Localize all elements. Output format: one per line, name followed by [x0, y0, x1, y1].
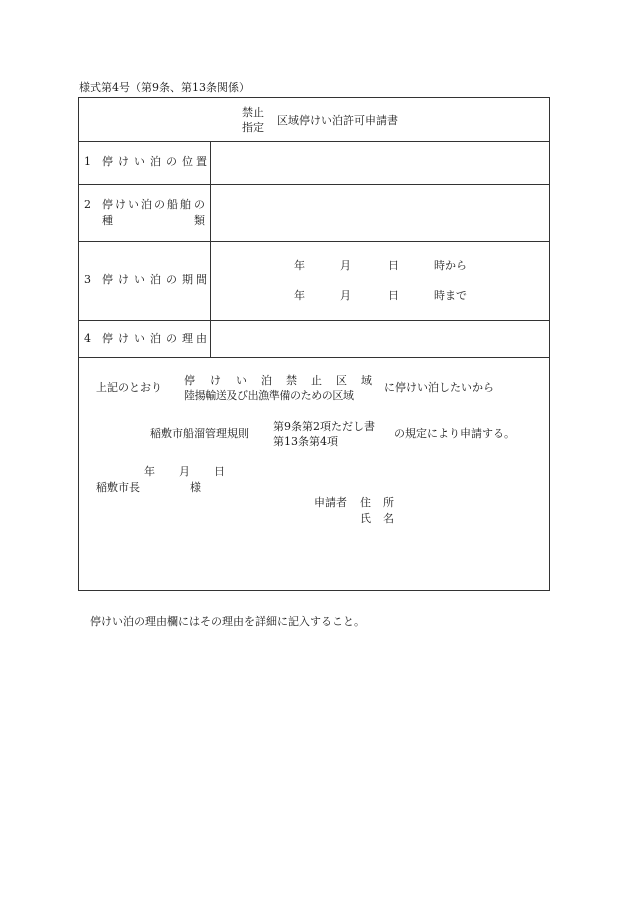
label-char: い [128, 198, 139, 211]
title-choice-prohibited: 禁止 [242, 106, 264, 119]
area-char: 区 [336, 374, 347, 387]
label-char: の [194, 198, 205, 211]
area-char: 止 [311, 374, 322, 387]
row-number: 4 [84, 332, 91, 345]
area-char: 泊 [261, 374, 272, 387]
label-char: 種 [102, 214, 113, 227]
statement-intro: 上記のとおり [96, 381, 162, 394]
label-char: 位 [182, 155, 193, 168]
row-number: 1 [84, 155, 91, 168]
row-divider [79, 241, 549, 242]
label-char: け [118, 155, 129, 168]
label-char: け [115, 198, 126, 211]
label-char: け [118, 273, 129, 286]
label-char: 停 [102, 332, 113, 345]
row-divider [79, 320, 549, 321]
period-end-day: 日 [388, 289, 399, 302]
application-form [78, 97, 550, 591]
label-char: 置 [196, 155, 207, 168]
applicant-name-label: 名 [383, 512, 394, 525]
period-end-month: 月 [340, 289, 351, 302]
form-number: 様式第4号（第9条、第13条関係） [79, 81, 250, 94]
area-option-landing: 陸揚輸送及び出漁準備のための区域 [184, 389, 354, 402]
label-char: 船 [167, 198, 178, 211]
date-month: 月 [179, 465, 190, 478]
label-char: 理 [182, 332, 193, 345]
date-year: 年 [144, 465, 155, 478]
label-char: 停 [102, 273, 113, 286]
label-char: い [134, 155, 145, 168]
label-char: い [134, 273, 145, 286]
row-number: 2 [84, 198, 91, 211]
period-start-day: 日 [388, 259, 399, 272]
period-end-hour: 時まで [434, 289, 467, 302]
statement-closing: の規定により申請する。 [394, 427, 515, 440]
area-char: 禁 [286, 374, 297, 387]
clause-option-1: 第9条第2項ただし書 [273, 420, 375, 433]
row-divider [79, 357, 549, 358]
area-char: 停 [184, 374, 195, 387]
label-char: の [166, 273, 177, 286]
row-divider [79, 141, 549, 142]
label-char: 泊 [141, 198, 152, 211]
area-char: 域 [361, 374, 372, 387]
label-char: 舶 [180, 198, 191, 211]
period-start-year: 年 [294, 259, 305, 272]
date-day: 日 [214, 465, 225, 478]
area-char: い [236, 374, 247, 387]
period-start-month: 月 [340, 259, 351, 272]
addressee-name: 稲敷市長 [96, 481, 140, 494]
applicant-address-label: 所 [383, 496, 394, 509]
row-number: 3 [84, 273, 91, 286]
label-char: け [118, 332, 129, 345]
label-char: 泊 [150, 155, 161, 168]
statement-suffix: に停けい泊したいから [384, 381, 494, 394]
applicant-address-label: 住 [360, 496, 371, 509]
period-end-year: 年 [294, 289, 305, 302]
label-char: 間 [196, 273, 207, 286]
column-divider [210, 141, 211, 357]
area-char: け [210, 374, 221, 387]
title-choice-designated: 指定 [242, 121, 264, 134]
row-divider [79, 184, 549, 185]
footnote: 停けい泊の理由欄にはその理由を詳細に記入すること。 [90, 615, 365, 628]
label-char: 期 [182, 273, 193, 286]
label-char: の [166, 332, 177, 345]
label-char: の [154, 198, 165, 211]
label-char: 類 [194, 214, 205, 227]
label-char: い [134, 332, 145, 345]
regulation-name: 稲敷市船溜管理規則 [150, 427, 249, 440]
applicant-label: 申請者 [314, 496, 347, 509]
area-option-prohibited [184, 375, 372, 389]
addressee-honorific: 様 [190, 481, 201, 494]
label-char: 泊 [150, 332, 161, 345]
clause-option-2: 第13条第4項 [273, 435, 338, 448]
label-char: の [166, 155, 177, 168]
label-char: 停 [102, 198, 113, 211]
applicant-name-label: 氏 [360, 512, 371, 525]
form-title: 区域停けい泊許可申請書 [277, 114, 398, 127]
label-char: 停 [102, 155, 113, 168]
label-char: 泊 [150, 273, 161, 286]
period-start-hour: 時から [434, 259, 467, 272]
label-char: 由 [196, 332, 207, 345]
